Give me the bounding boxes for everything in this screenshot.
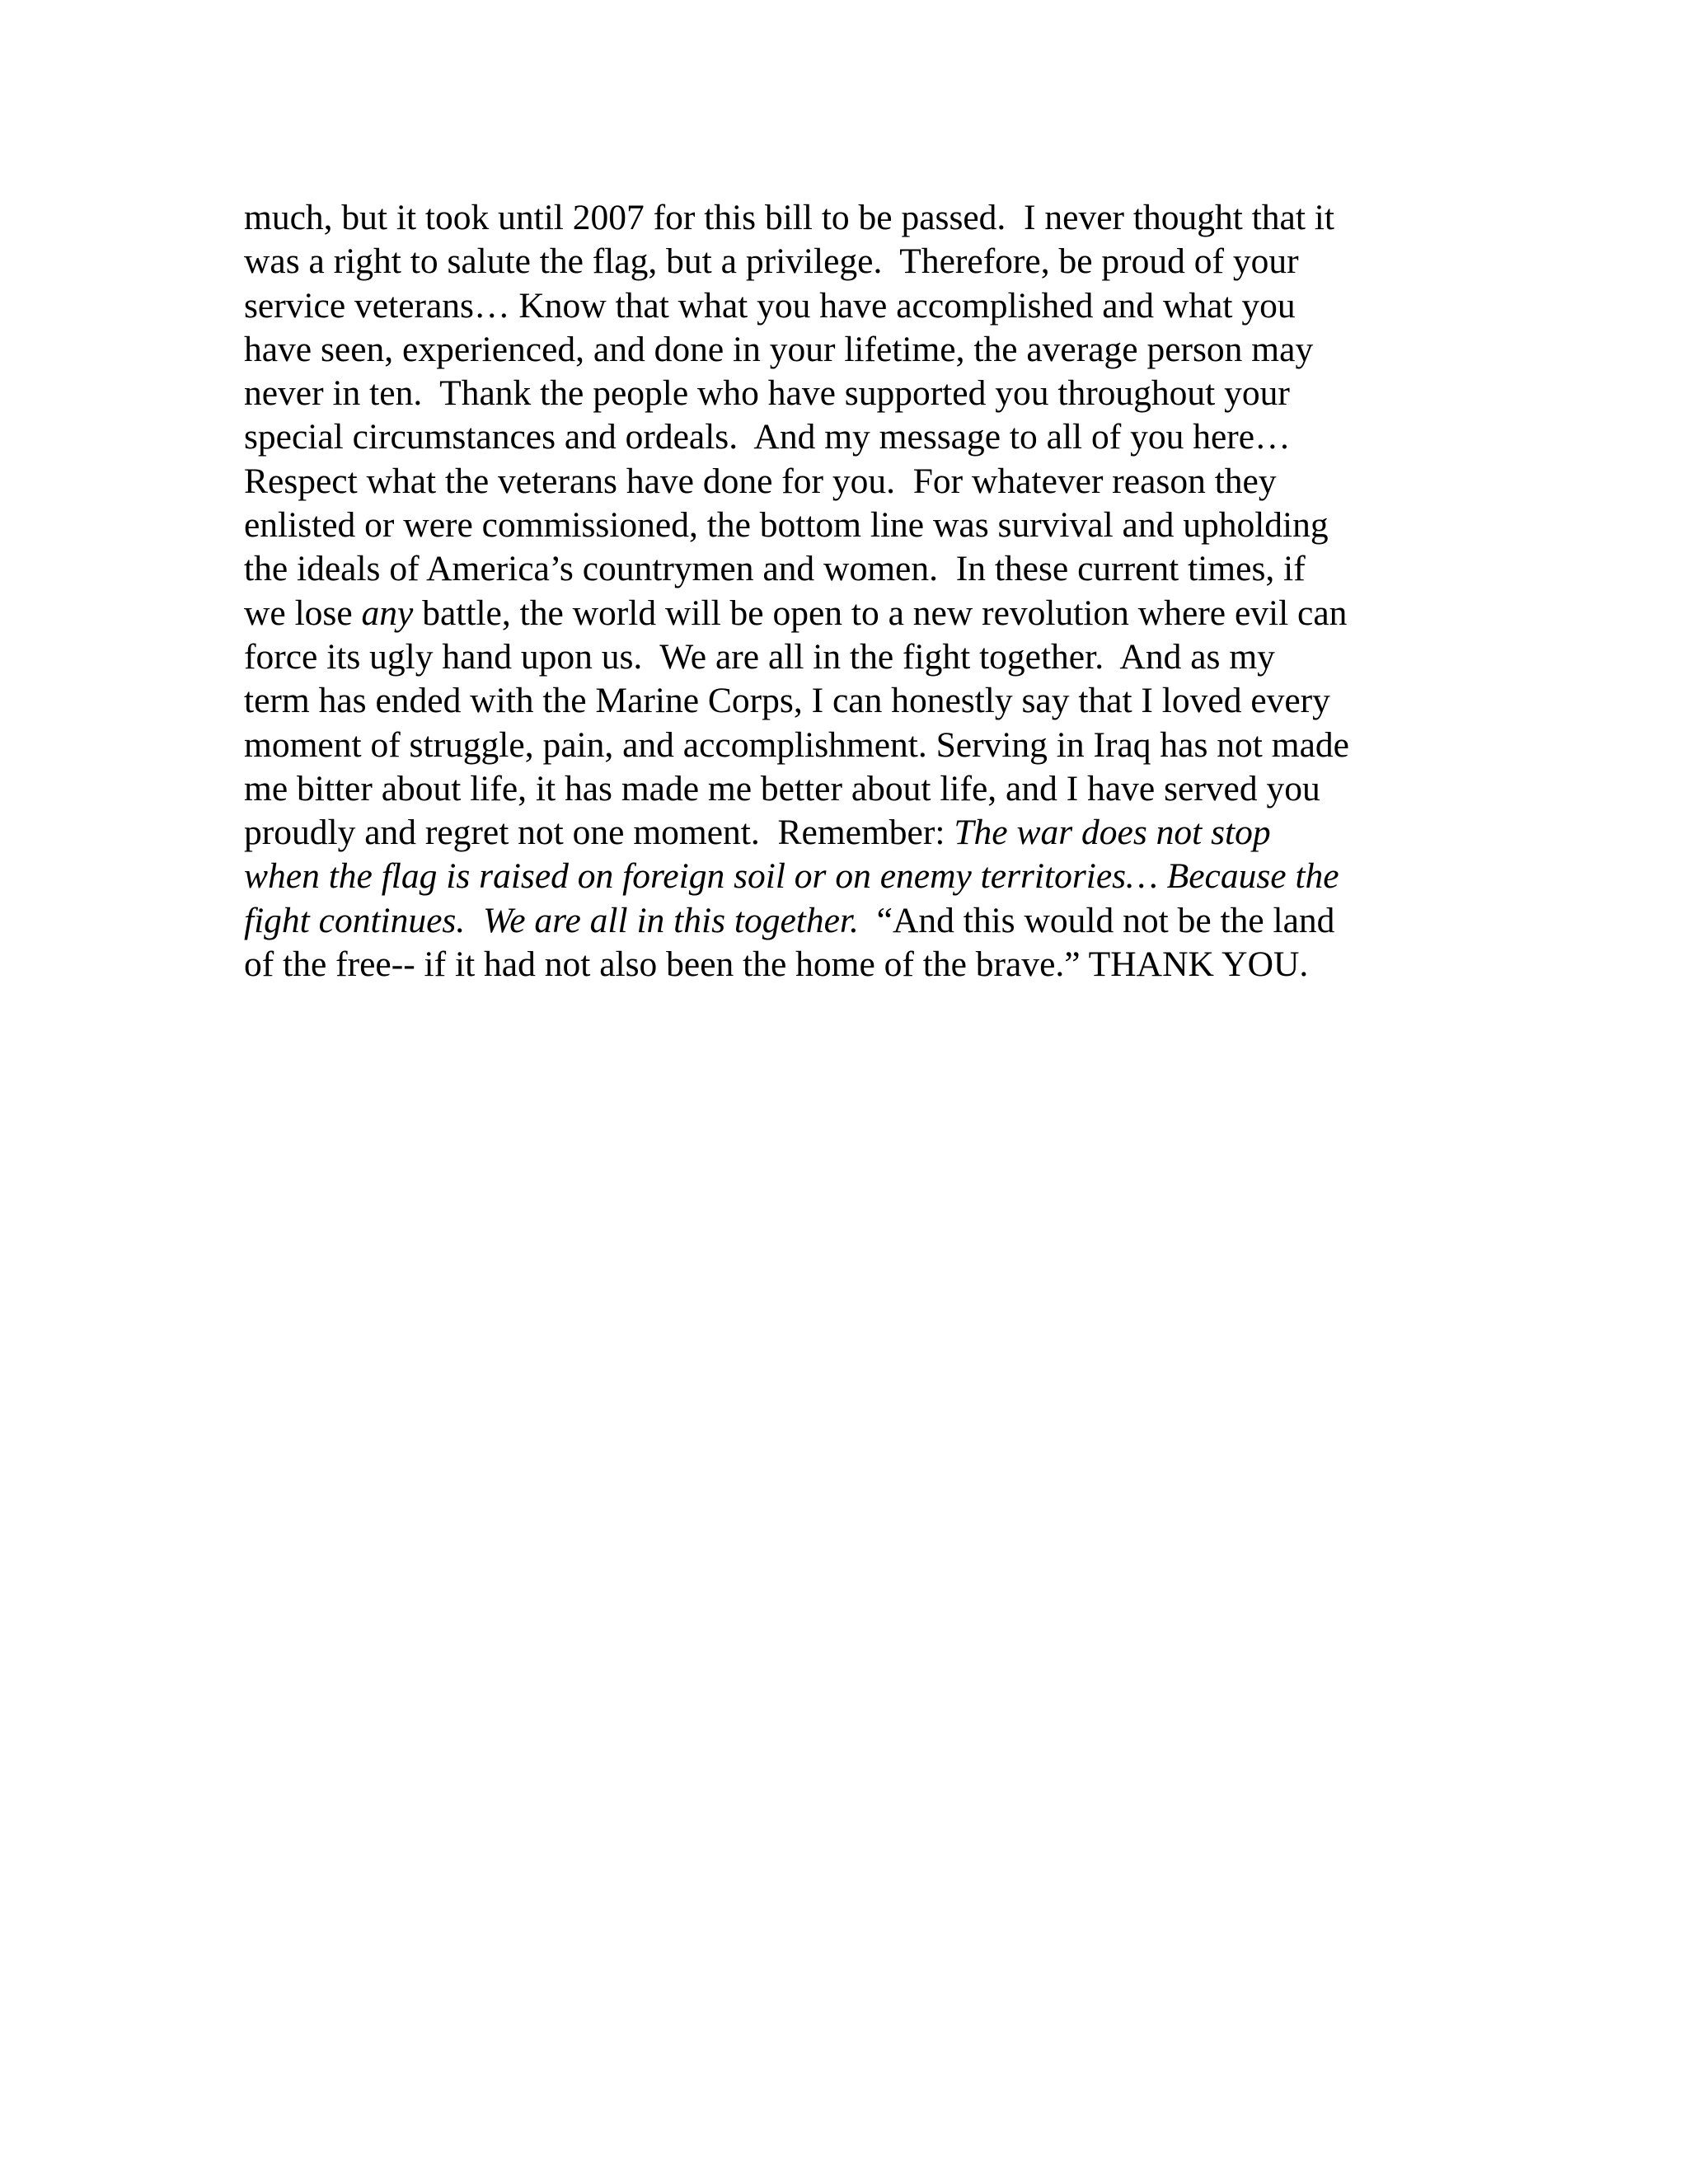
text-line — [244, 196, 1447, 240]
text-line — [244, 372, 1447, 415]
text-segment: term has ended with the Marine Corps, I can honestly say that I loved every — [244, 681, 1330, 721]
text-line — [244, 724, 1447, 767]
text-line — [244, 943, 1447, 987]
text-segment: battle, the world will be open to a new revolution where evil can — [413, 593, 1348, 633]
text-segment: proudly and regret not one moment. Remember: — [244, 813, 954, 853]
text-line — [244, 415, 1447, 459]
text-segment: have seen, experienced, and done in your lifetime, the average person may — [244, 329, 1314, 369]
text-segment: was a right to salute the flag, but a privilege. Therefore, be proud of your — [244, 241, 1299, 282]
text-line — [244, 592, 1447, 635]
text-line — [244, 899, 1447, 943]
text-segment: moment of struggle, pain, and accomplishment. Serving in Iraq has not made — [244, 724, 1349, 765]
text-segment: service veterans… Know that what you have accomplished and what you — [244, 285, 1296, 326]
text-segment: “And this would not be the land — [858, 900, 1335, 940]
text-line — [244, 460, 1447, 504]
text-line — [244, 767, 1447, 811]
text-line — [244, 240, 1447, 284]
text-line — [244, 811, 1447, 855]
body-text — [244, 196, 1447, 987]
text-line — [244, 547, 1447, 591]
italic-text-segment: when the flag is raised on foreign soil or on enemy territories… Because the — [244, 856, 1339, 897]
text-segment: much, but it took until 2007 for this bill to be passed. I never thought that it — [244, 198, 1334, 237]
italic-text-segment: fight continues. We are all in this together. — [244, 900, 859, 940]
text-segment: never in ten. Thank the people who have supported you throughout your — [244, 373, 1290, 414]
text-line — [244, 855, 1447, 898]
italic-text-segment: any — [361, 593, 414, 633]
text-segment: Respect what the veterans have done for you. For whatever reason they — [244, 461, 1277, 501]
text-segment: we lose — [244, 593, 362, 633]
text-line — [244, 635, 1447, 679]
text-segment: enlisted or were commissioned, the bottom line was survival and upholding — [244, 505, 1329, 546]
text-line — [244, 328, 1447, 372]
text-line — [244, 284, 1447, 328]
text-line — [244, 679, 1447, 723]
text-segment: special circumstances and ordeals. And my message to all of you here… — [244, 417, 1291, 457]
text-segment: of the free-- if it had not also been the home of the brave.” THANK YOU. — [244, 944, 1309, 985]
text-segment: the ideals of America’s countrymen and women. In these current times, if — [244, 549, 1306, 589]
italic-text-segment: The war does not stop — [954, 813, 1271, 853]
text-segment: me bitter about life, it has made me better about life, and I have served you — [244, 768, 1320, 808]
text-segment: force its ugly hand upon us. We are all in the fight together. And as my — [244, 636, 1275, 677]
text-line — [244, 504, 1447, 547]
